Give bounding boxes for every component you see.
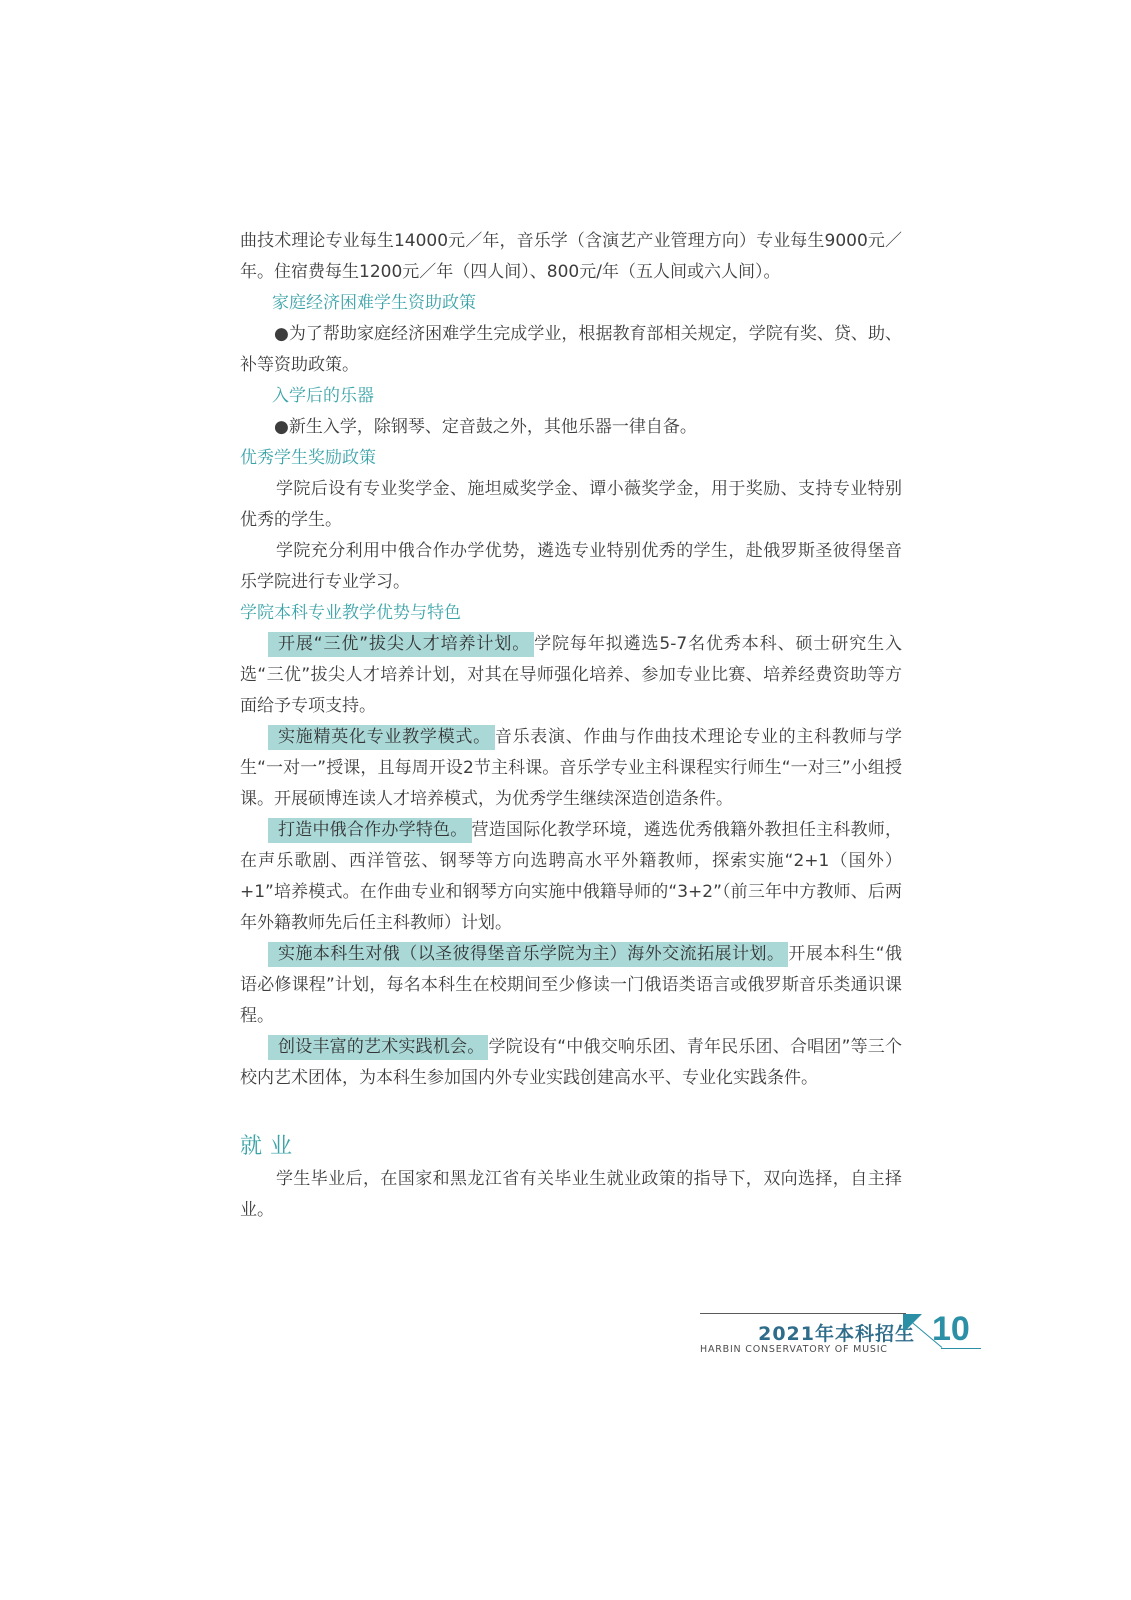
reward-heading: 优秀学生奖励政策 <box>240 448 376 468</box>
feature-item <box>240 1032 902 1094</box>
fees-paragraph: 曲技术理论专业每生14000元／年，音乐学（含演艺产业管理方向）专业每生9000元／年。住宿费每生1200元／年（四人间）、800元/年（五人间或六人间）。 <box>240 231 902 282</box>
feature-highlight: 实施本科生对俄（以圣彼得堡音乐学院为主）海外交流拓展计划。 <box>268 942 788 967</box>
features-heading: 学院本科专业教学优势与特色 <box>240 603 461 623</box>
footer-title: 2021年本科招生 <box>758 1323 915 1345</box>
page-footer <box>700 1310 995 1373</box>
instrument-heading: 入学后的乐器 <box>272 386 374 406</box>
page-content <box>240 226 902 1226</box>
feature-highlight: 开展“三优”拔尖人才培养计划。 <box>268 632 534 657</box>
feature-text: 音乐表演、作曲与作曲技术理论专业的主科教师与学生“一对一”授课，且每周开设2节主科课。音乐学专业主科课程实行师生“一对三”小组授课。开展硕博连读人才培养模式，为优秀学生继续深造创造条件。 <box>240 727 903 809</box>
footer-subtitle: HARBIN CONSERVATORY OF MUSIC <box>700 1344 888 1355</box>
footer-divider <box>700 1313 906 1314</box>
feature-text: 学院设有“中俄交响乐团、青年民乐团、合唱团”等三个校内艺术团体，为本科生参加国内外专业实践创建高水平、专业化实践条件。 <box>240 1037 902 1088</box>
feature-item <box>240 629 902 722</box>
feature-highlight: 打造中俄合作办学特色。 <box>268 818 472 843</box>
aid-text: ●为了帮助家庭经济困难学生完成学业，根据教育部相关规定，学院有奖、贷、助、补等资助政策。 <box>240 324 902 375</box>
page-number: 10 <box>932 1310 970 1348</box>
feature-item <box>240 939 902 1032</box>
feature-item <box>240 722 902 815</box>
reward-paragraph-1: 学院后设有专业奖学金、施坦威奖学金、谭小薇奖学金，用于奖励、支持专业特别优秀的学生。 <box>240 479 902 530</box>
feature-text: 学院每年拟遴选5-7名优秀本科、硕士研究生入选“三优”拔尖人才培养计划，对其在导师强化培养、参加专业比赛、培养经费资助等方面给予专项支持。 <box>240 634 902 716</box>
instrument-text: ●新生入学，除钢琴、定音鼓之外，其他乐器一律自备。 <box>274 417 697 437</box>
feature-item <box>240 815 902 939</box>
employment-title: 就业 <box>240 1134 301 1159</box>
feature-highlight: 实施精英化专业教学模式。 <box>268 725 495 750</box>
feature-highlight: 创设丰富的艺术实践机会。 <box>268 1035 488 1060</box>
feature-text: 营造国际化教学环境，遴选优秀俄籍外教担任主科教师，在声乐歌剧、西洋管弦、钢琴等方向选聘高水平外籍教师，探索实施“2+1（国外）+1”培养模式。在作曲专业和钢琴方向实施中俄籍导师的“3+2”（前三年中方教师、后两年外籍教师先后任主科教师）计划。 <box>240 820 903 933</box>
aid-heading: 家庭经济困难学生资助政策 <box>272 293 476 313</box>
employment-text: 学生毕业后，在国家和黑龙江省有关毕业生就业政策的指导下，双向选择，自主择业。 <box>240 1169 902 1220</box>
feature-text: 开展本科生“俄语必修课程”计划，每名本科生在校期间至少修读一门俄语类语言或俄罗斯音乐类通识课程。 <box>240 944 903 1026</box>
reward-paragraph-2: 学院充分利用中俄合作办学优势，遴选专业特别优秀的学生，赴俄罗斯圣彼得堡音乐学院进行专业学习。 <box>240 541 902 592</box>
